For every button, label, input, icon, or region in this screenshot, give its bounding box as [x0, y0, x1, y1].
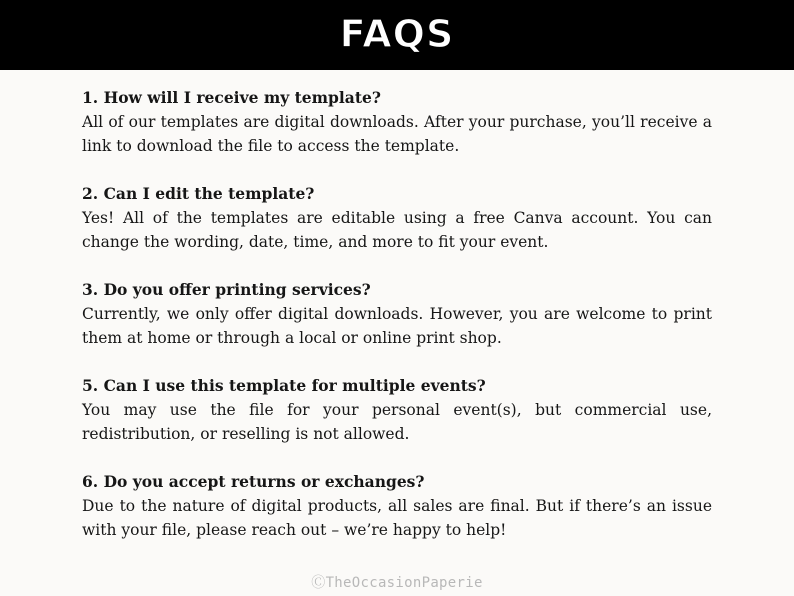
watermark: ⒸTheOccasionPaperie: [311, 575, 483, 591]
header-bar: [0, 0, 794, 70]
faq-list: [82, 86, 712, 566]
faq-item: [82, 278, 712, 350]
faq-item: [82, 470, 712, 542]
faq-item: [82, 86, 712, 158]
faq-answer: Due to the nature of digital products, all sales are final. But if there’s an issue with your file, please reach out – we’re happy to help!: [82, 497, 712, 539]
faq-answer: Currently, we only offer digital downloads. However, you are welcome to print them at home or through a local or online print shop.: [82, 305, 712, 347]
faq-question: 3. Do you offer printing services?: [82, 280, 371, 299]
faq-answer: You may use the file for your personal event(s), but commercial use, redistribution, or reselling is not allowed.: [82, 401, 712, 443]
page-title: FAQS: [339, 12, 455, 56]
faq-item: [82, 374, 712, 446]
faq-question: 5. Can I use this template for multiple events?: [82, 376, 486, 395]
faq-question: 2. Can I edit the template?: [82, 184, 315, 203]
faq-answer: All of our templates are digital downloads. After your purchase, you’ll receive a link to download the file to access the template.: [82, 113, 712, 155]
faq-answer: Yes! All of the templates are editable using a free Canva account. You can change the wording, date, time, and more to fit your event.: [82, 209, 712, 251]
faq-question: 6. Do you accept returns or exchanges?: [82, 472, 425, 491]
faq-question: 1. How will I receive my template?: [82, 88, 381, 107]
faq-item: [82, 182, 712, 254]
